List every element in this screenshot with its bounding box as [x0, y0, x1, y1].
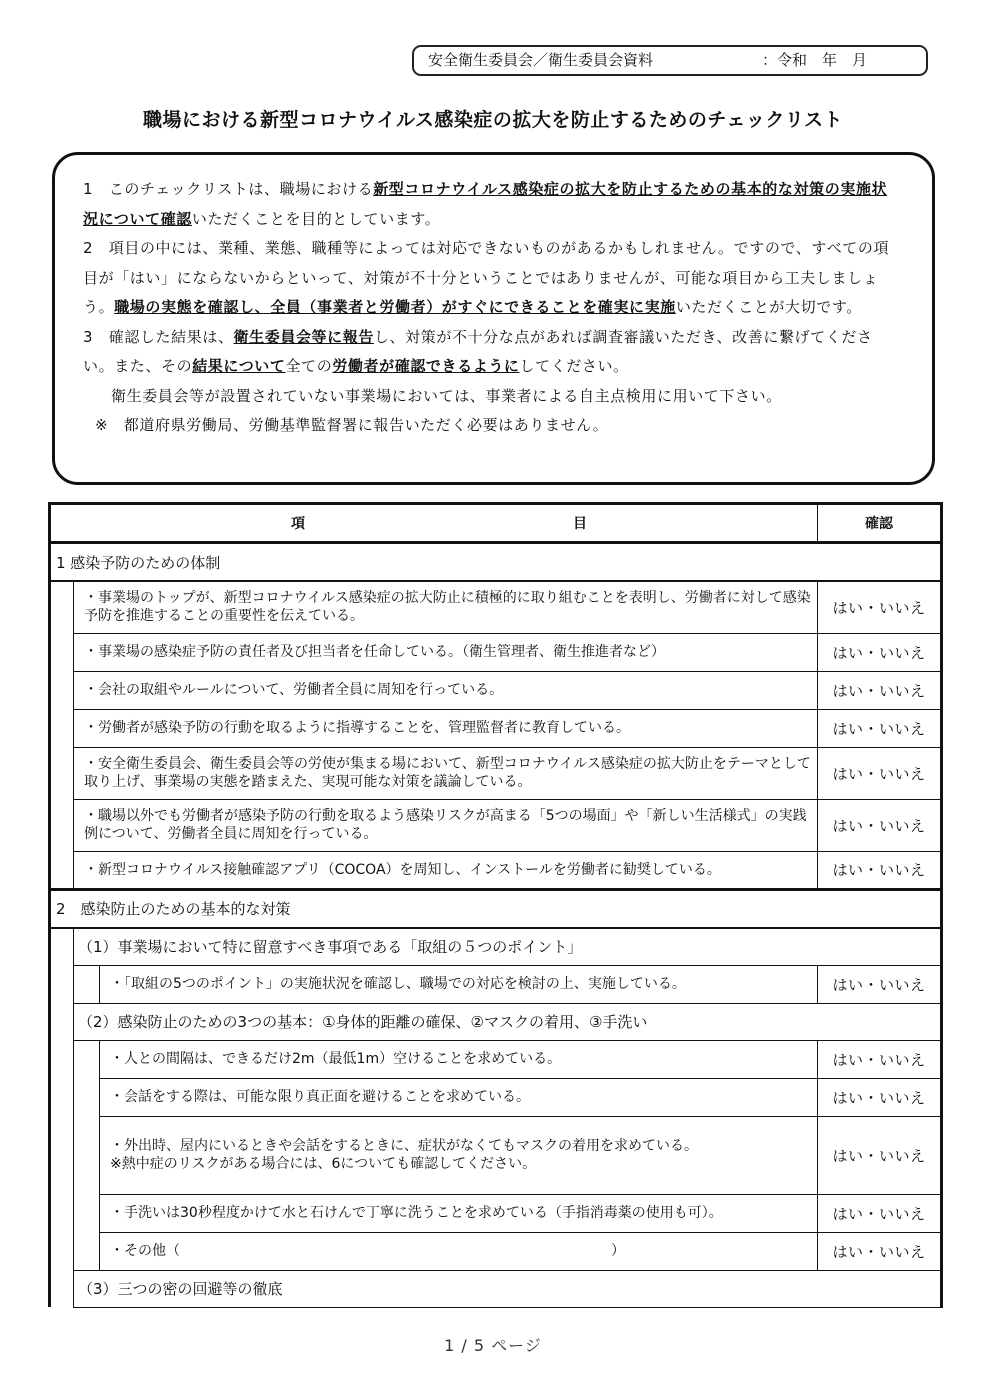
- item-text: ・新型コロナウイルス接触確認アプリ（COCOA）を周知し、インストールを労働者に勧奨している。: [74, 851, 818, 889]
- subsection-1-title: （1）事業場において特に留意すべき事項である「取組の５つのポイント」: [74, 928, 942, 966]
- intro-p3-text-g: してください。: [519, 357, 629, 375]
- other-close: ）: [611, 1243, 626, 1259]
- header-confirm: 確認: [818, 504, 942, 543]
- answer-yes-no[interactable]: はい・いいえ: [818, 671, 942, 709]
- intro-box: [52, 152, 935, 485]
- indent-cell: [50, 581, 74, 889]
- answer-yes-no[interactable]: はい・いいえ: [818, 1194, 942, 1232]
- intro-p1-text: 1 このチェックリストは、職場における: [83, 180, 374, 198]
- intro-p3-highlight-result: 結果について: [192, 357, 286, 375]
- header-item-moku: 目: [573, 516, 587, 532]
- date-label: ：令和 年 月: [762, 51, 868, 69]
- table-row: [50, 581, 942, 633]
- item-text: ・手洗いは30秒程度かけて水と石けんで丁寧に洗うことを求めている（手指消毒薬の使用も可）。: [100, 1194, 818, 1232]
- other-open: ・その他（: [110, 1243, 180, 1259]
- table-row: [50, 1078, 942, 1116]
- committee-label: 安全衛生委員会／衛生委員会資料: [428, 51, 654, 69]
- subsection-row: [50, 1270, 942, 1307]
- item-text: ・事業場のトップが、新型コロナウイルス感染症の拡大防止に積極的に取り組むことを表明し、労働者に対して感染予防を推進することの重要性を伝えている。: [74, 581, 818, 633]
- document-header-box: [412, 45, 928, 76]
- intro-note: ※ 都道府県労働局、労働基準監督署に報告いただく必要はありません。: [95, 416, 609, 434]
- indent-cell: [74, 965, 100, 1003]
- item-text: ・人との間隔は、できるだけ2m（最低1m）空けることを求めている。: [100, 1040, 818, 1078]
- intro-p3-text-e: 全ての: [285, 357, 333, 375]
- table-row: [50, 1232, 942, 1270]
- intro-p2-text-end: いただくことが大切です。: [675, 298, 862, 316]
- answer-yes-no[interactable]: はい・いいえ: [818, 799, 942, 851]
- item-text: ・事業場の感染症予防の責任者及び担当者を任命している。（衛生管理者、衛生推進者など）: [74, 633, 818, 671]
- answer-yes-no[interactable]: はい・いいえ: [818, 1040, 942, 1078]
- item-text: ・会話をする際は、可能な限り真正面を避けることを求めている。: [100, 1078, 818, 1116]
- item-text-other: [100, 1232, 818, 1270]
- indent-cell: [50, 928, 74, 1308]
- table-row: [50, 1116, 942, 1194]
- item-text: ・安全衛生委員会、衛生委員会等の労使が集まる場において、新型コロナウイルス感染症の拡大防止をテーマとして取り上げ、事業場の実態を踏まえた、実現可能な対策を議論している。: [74, 747, 818, 799]
- page-number: 1 / 5 ページ: [444, 1336, 542, 1355]
- answer-yes-no[interactable]: はい・いいえ: [818, 851, 942, 889]
- header-item-ko: 項: [291, 516, 305, 532]
- item-text: ・労働者が感染予防の行動を取るように指導することを、管理監督者に教育している。: [74, 709, 818, 747]
- intro-p2-text: 2 項目の中には、業種、業態、職種等によっては対応できないものがあるかもしれません。ですので、すべての項目が「はい」にならないからといって、対策が不十分ということではありませんが、可能な項目から工夫しましょう。: [83, 239, 890, 316]
- subsection-3-title: （3）三つの密の回避等の徹底: [74, 1270, 942, 1307]
- table-row: [50, 851, 942, 889]
- table-header-row: [50, 504, 942, 543]
- subsection-row: [50, 928, 942, 966]
- table-row: [50, 799, 942, 851]
- answer-yes-no[interactable]: はい・いいえ: [818, 1116, 942, 1194]
- intro-paragraph-3: [83, 323, 902, 382]
- indent-cell: [74, 1040, 100, 1270]
- item-text: ・「取組の5つのポイント」の実施状況を確認し、職場での対応を検討の上、実施している。: [100, 965, 818, 1003]
- checklist-table: [48, 502, 943, 1308]
- intro-paragraph-1: [83, 175, 902, 234]
- table-row: [50, 747, 942, 799]
- section-1-title: 1 感染予防のための体制: [50, 543, 942, 582]
- answer-yes-no[interactable]: はい・いいえ: [818, 633, 942, 671]
- item-text-line: ・外出時、屋内にいるときや会話をするときに、症状がなくてもマスクの着用を求めている。: [110, 1138, 698, 1154]
- table-row: [50, 1194, 942, 1232]
- section-row: [50, 889, 942, 928]
- intro-p2-highlight: 職場の実態を確認し、全員（事業者と労働者）がすぐにできることを確実に実施: [114, 298, 676, 316]
- answer-yes-no[interactable]: はい・いいえ: [818, 709, 942, 747]
- table-row: [50, 671, 942, 709]
- subsection-row: [50, 1003, 942, 1040]
- subsection-2-title: （2）感染防止のための3つの基本：①身体的距離の確保、②マスクの着用、③手洗い: [74, 1003, 942, 1040]
- intro-p3-text-c: し、対策が不十分な点があれば調査審議いただき、改善に繋げてください。また、その: [83, 327, 873, 375]
- intro-p1-highlight: 新型コロナウイルス感染症の拡大を防止するための基本的な対策の実施状況について確認: [83, 180, 888, 228]
- section-row: [50, 543, 942, 582]
- section-2-title: 2 感染防止のための基本的な対策: [50, 889, 942, 928]
- answer-yes-no[interactable]: はい・いいえ: [818, 1078, 942, 1116]
- intro-paragraph-4: 衛生委員会等が設置されていない事業場においては、事業者による自主点検用に用いて下さい。: [111, 386, 782, 405]
- answer-yes-no[interactable]: はい・いいえ: [818, 747, 942, 799]
- page-title: 職場における新型コロナウイルス感染症の拡大を防止するためのチェックリスト: [143, 109, 843, 131]
- item-text: [100, 1116, 818, 1194]
- item-text: ・会社の取組やルールについて、労働者全員に周知を行っている。: [74, 671, 818, 709]
- item-text: ・職場以外でも労働者が感染予防の行動を取るよう感染リスクが高まる「5つの場面」や「新しい生活様式」の実践例について、労働者全員に周知を行っている。: [74, 799, 818, 851]
- intro-p3-highlight-workers: 労働者が確認できるように: [332, 357, 520, 375]
- intro-paragraph-2: [83, 234, 902, 323]
- table-row: [50, 633, 942, 671]
- table-row: [50, 1040, 942, 1078]
- answer-yes-no[interactable]: はい・いいえ: [818, 581, 942, 633]
- answer-yes-no[interactable]: はい・いいえ: [818, 1232, 942, 1270]
- intro-p3-text-a: 3 確認した結果は、: [83, 327, 234, 346]
- intro-p1-text-end: いただくことを目的としています。: [191, 209, 441, 228]
- intro-p3-highlight-report: 衛生委員会等に報告: [233, 327, 374, 346]
- table-row: [50, 965, 942, 1003]
- header-item: [50, 504, 818, 543]
- item-note-line: ※熱中症のリスクがある場合には、6についても確認してください。: [110, 1156, 537, 1172]
- answer-yes-no[interactable]: はい・いいえ: [818, 965, 942, 1003]
- table-row: [50, 709, 942, 747]
